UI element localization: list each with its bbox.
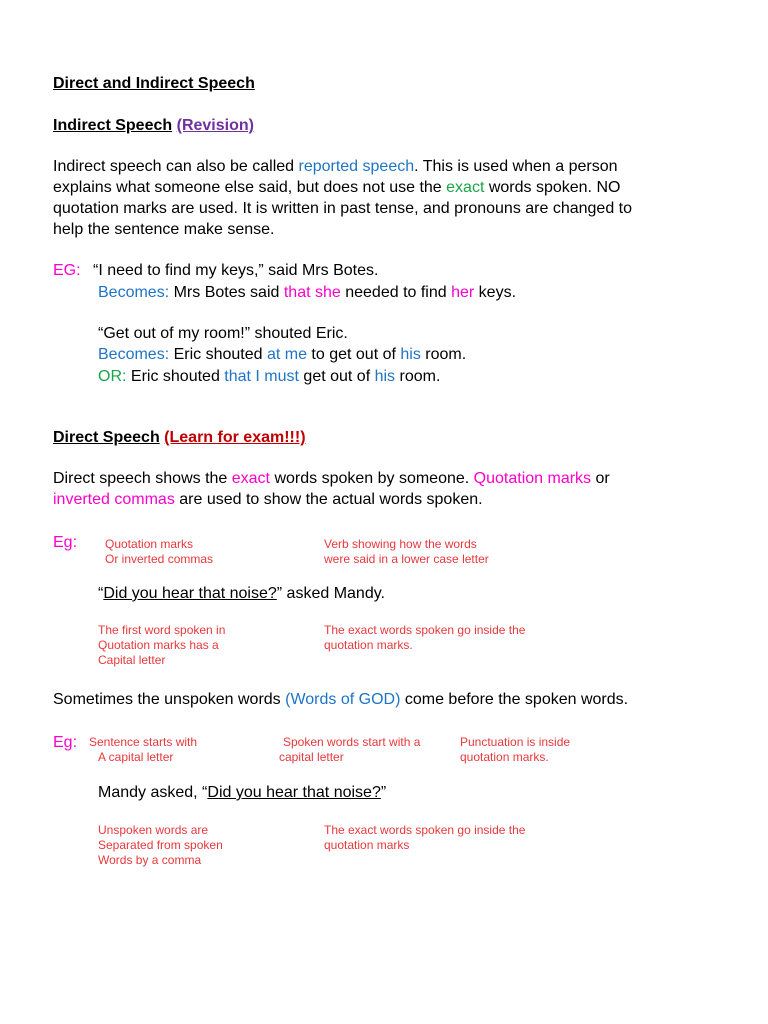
annotation-capital-start [89,735,197,765]
text-run: come before the spoken words. [400,691,629,708]
text-run: room. [420,346,467,363]
annotation-comma [98,823,223,868]
text-run: ” asked Mandy. [276,585,385,602]
annotation-spoken-capital [279,735,420,765]
highlight: exact [231,470,270,487]
note-line: A capital letter [98,750,174,764]
text-run: get out of [298,368,375,385]
highlight: inverted commas [53,491,175,508]
note-line: Quotation marks [105,537,194,551]
highlight: that I must [224,368,299,385]
direct-heading-text: Direct Speech [53,429,160,446]
text-run: explains what someone else said, but does not use the [53,179,447,196]
becomes-label: Becomes: [98,346,170,363]
highlight: Quotation marks [473,470,592,487]
example-2-becomes [98,345,466,365]
example-1-becomes [98,283,516,303]
text-run: Indirect speech can also be called [53,158,299,175]
text-run: Eric shouted [126,368,225,385]
highlight: his [374,368,396,385]
note-line: Separated from spoken [98,838,223,852]
indirect-speech-heading [53,116,254,136]
indirect-para-line-4: help the sentence make sense. [53,221,275,238]
text-run: Mandy asked, “ [98,784,208,801]
document-title: Direct and Indirect Speech [53,75,255,92]
direct-para-line-2 [53,490,483,510]
note-line: The first word spoken in [98,623,226,637]
highlight: at me [266,346,307,363]
indirect-para-line-3: quotation marks are used. It is written in past tense, and pronouns are changed to [53,200,633,217]
becomes-label: Becomes: [98,284,170,301]
highlight: her [451,284,475,301]
text-run: ” [380,784,387,801]
direct-para-line-1 [53,469,610,489]
note-line: Or inverted commas [105,552,214,566]
annotation-verb [324,537,489,567]
text-run: needed to find [340,284,452,301]
text-run: Sometimes the unspoken words [53,691,286,708]
note-line: The exact words spoken go inside the [324,823,526,837]
note-line: Sentence starts with [89,735,198,749]
text-run: are used to show the actual words spoken. [174,491,483,508]
indirect-heading-text: Indirect Speech [53,117,173,134]
unspoken-words-line [53,690,628,710]
highlight: his [400,346,421,363]
text-run: keys. [474,284,517,301]
indirect-heading-tag: (Revision) [176,117,254,134]
note-line: Spoken words start with a [283,735,421,749]
text-run: “ [98,585,104,602]
highlight: (Words of GOD) [285,691,401,708]
annotation-exact-words-2 [324,823,525,853]
note-line: were said in a lower case letter [324,552,489,566]
text-run: . This is used when a person [414,158,618,175]
note-line: quotation marks [324,838,410,852]
note-line: capital letter [279,750,344,764]
text-run: Eric shouted [169,346,267,363]
text-run: words spoken by someone. [270,470,474,487]
note-line: The exact words spoken go inside the [324,623,526,637]
annotation-quotation-marks [105,537,213,567]
indirect-para-line-2 [53,178,620,198]
text-run: Direct speech shows the [53,470,232,487]
note-line: Quotation marks has a [98,638,219,652]
example-1-quote: “I need to find my keys,” said Mrs Botes. [93,262,379,279]
note-line: Words by a comma [98,853,202,867]
text-run: or [591,470,610,487]
direct-heading-tag: (Learn for exam!!!) [164,429,306,446]
annotation-exact-words [324,623,525,653]
example-2-quote: “Get out of my room!” shouted Eric. [98,325,348,342]
note-line: Capital letter [98,653,166,667]
or-label: OR: [98,368,127,385]
text-run: words spoken. NO [484,179,621,196]
spoken-words: Did you hear that noise? [103,585,277,602]
exact-term: exact [446,179,485,196]
note-line: quotation marks. [460,750,549,764]
indirect-para-line-1 [53,157,618,177]
direct-speech-heading [53,428,306,448]
highlight: that she [283,284,341,301]
eg-label: EG: [53,262,81,279]
text-run: Mrs Botes said [169,284,284,301]
annotation-first-word [98,623,225,668]
spoken-words: Did you hear that noise? [207,784,381,801]
note-line: Punctuation is inside [460,735,571,749]
text-run: room. [395,368,441,385]
note-line: Verb showing how the words [324,537,477,551]
reported-speech-term: reported speech [298,158,415,175]
eg-label: Eg: [53,734,78,751]
note-line: Unspoken words are [98,823,209,837]
note-line: quotation marks. [324,638,413,652]
annotation-punctuation [460,735,570,765]
direct-example-2 [98,783,386,803]
text-run: to get out of [306,346,401,363]
example-2-or [98,367,440,387]
eg-label: Eg: [53,534,78,551]
direct-example-1 [98,584,385,604]
